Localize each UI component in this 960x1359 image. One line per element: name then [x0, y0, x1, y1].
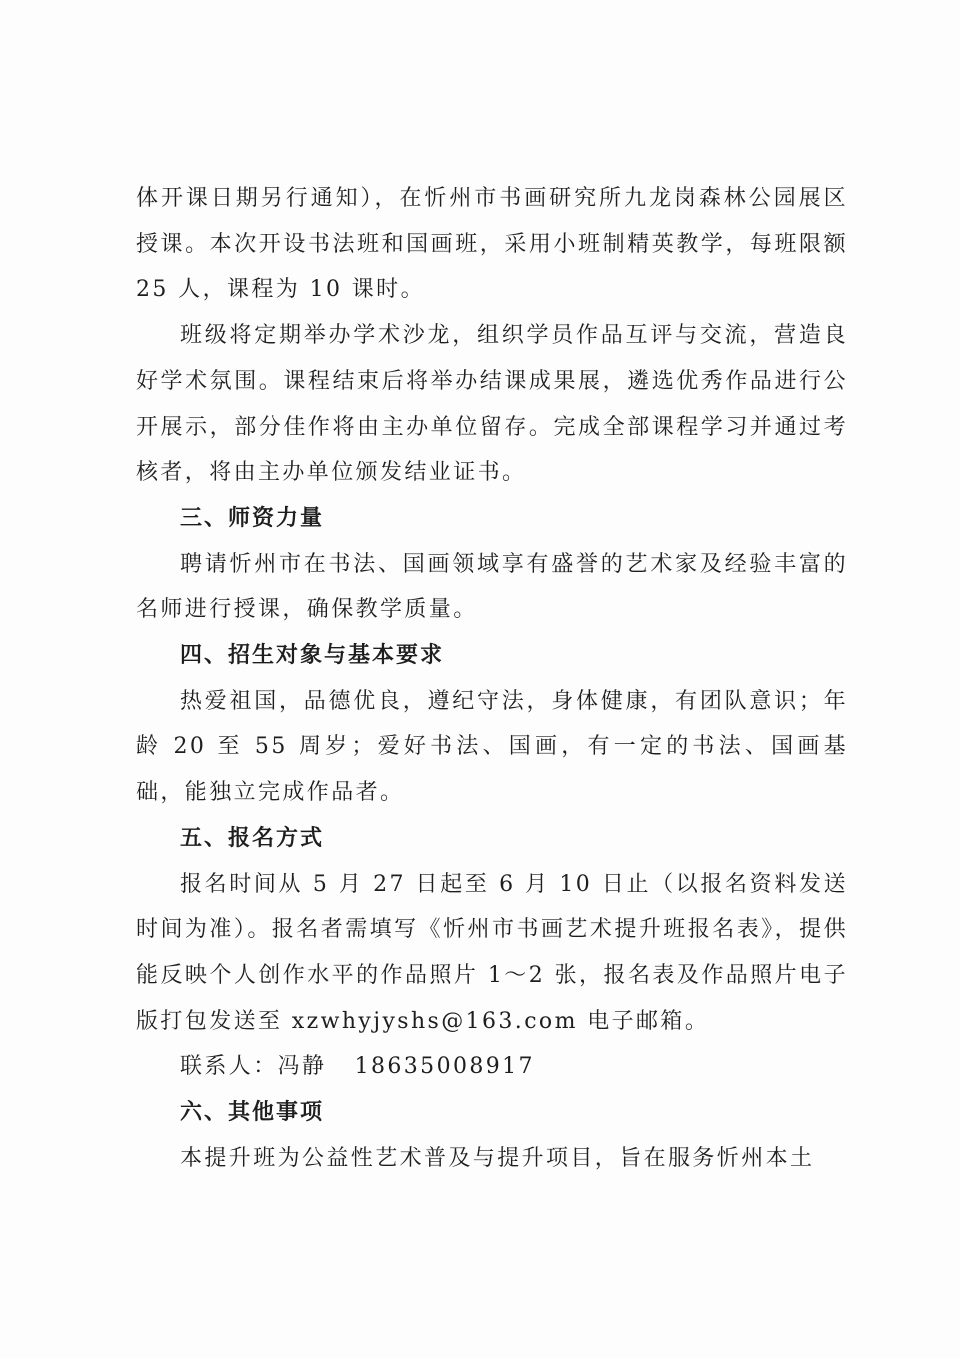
heading-registration-method: 五、报名方式 [180, 825, 325, 851]
document-body [136, 176, 848, 1181]
paragraph-other-matters: 本提升班为公益性艺术普及与提升项目，旨在服务忻州本土 [180, 1145, 815, 1171]
heading-faculty: 三、师资力量 [180, 505, 325, 531]
heading-other-matters: 六、其他事项 [180, 1100, 325, 1126]
paragraph-enrollment-requirements: 热爱祖国，品德优良，遵纪守法，身体健康，有团队意识；年龄 20 至 55 周岁；爱好书法、国画，有一定的书法、国画基础，能独立完成作品者。 [136, 688, 848, 806]
paragraph-registration-method: 报名时间从 5 月 27 日起至 6 月 10 日止（以报名资料发送时间为准）。报名者需填写《忻州市书画艺术提升班报名表》，提供能反映个人创作水平的作品照片 1～2 张，报名表及作品照片电子版打包发送至 xzwhyjyshs@163.com 电子邮箱。 [136, 871, 848, 1034]
paragraph-course-schedule: 体开课日期另行通知），在忻州市书画研究所九龙岗森林公园展区授课。本次开设书法班和国画班，采用小班制精英教学，每班限额 25 人，课程为 10 课时。 [136, 186, 848, 303]
contact-line: 联系人：冯静 18635008917 [180, 1054, 535, 1080]
paragraph-faculty: 聘请忻州市在书法、国画领域享有盛誉的艺术家及经验丰富的名师进行授课，确保教学质量。 [136, 551, 848, 623]
paragraph-academic-salon: 班级将定期举办学术沙龙，组织学员作品互评与交流，营造良好学术氛围。课程结束后将举办结课成果展，遴选优秀作品进行公开展示，部分佳作将由主办单位留存。完成全部课程学习并通过考核者，将由主办单位颁发结业证书。 [136, 323, 848, 486]
heading-enrollment-requirements: 四、招生对象与基本要求 [180, 643, 445, 669]
